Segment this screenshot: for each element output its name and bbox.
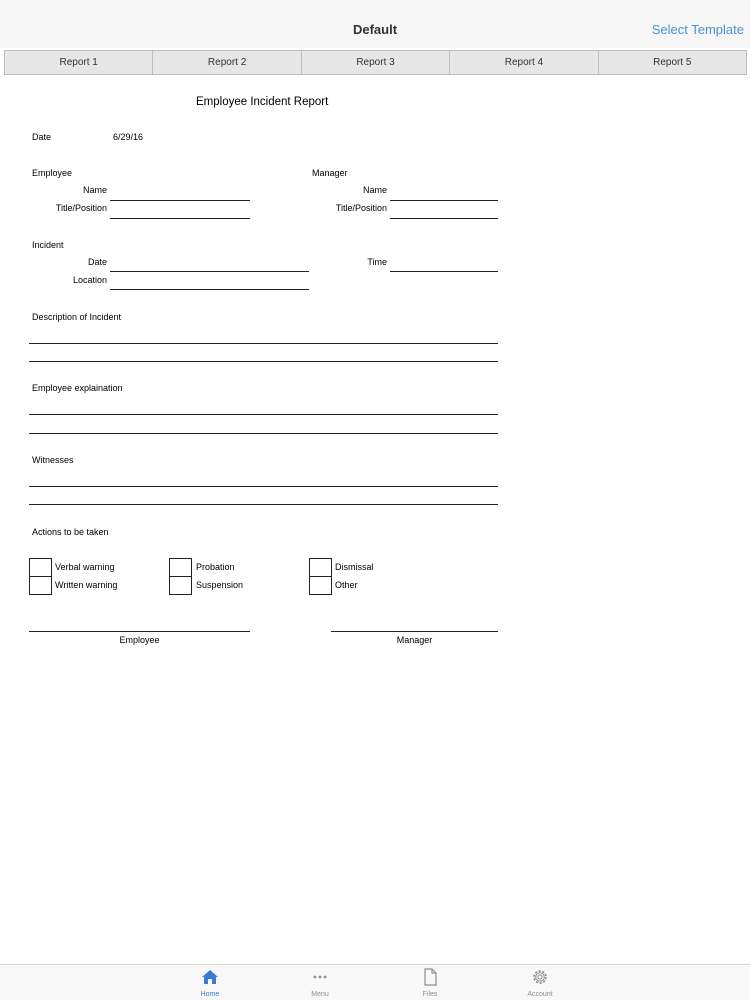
description-line-2[interactable] xyxy=(29,361,498,362)
employee-name-field[interactable] xyxy=(110,200,250,201)
report-tabs xyxy=(4,50,747,75)
verbal-warning-label: Verbal warning xyxy=(55,562,115,572)
bottom-tab-bar xyxy=(0,964,750,1000)
written-warning-checkbox[interactable] xyxy=(29,576,52,595)
tab-report-4[interactable]: Report 4 xyxy=(450,50,598,75)
manager-name-field[interactable] xyxy=(390,200,498,201)
other-label: Other xyxy=(335,580,358,590)
select-template-button[interactable]: Select Template xyxy=(651,22,744,37)
probation-checkbox[interactable] xyxy=(169,558,192,577)
tabbar-menu-label: Menu xyxy=(311,991,329,998)
tab-report-2[interactable]: Report 2 xyxy=(153,50,301,75)
employee-signature-line[interactable] xyxy=(29,631,250,632)
witnesses-line-2[interactable] xyxy=(29,504,498,505)
tabbar-files-label: Files xyxy=(422,991,438,998)
explanation-line-1[interactable] xyxy=(29,414,498,415)
incident-date-label: Date xyxy=(87,257,107,267)
date-value[interactable]: 6/29/16 xyxy=(113,132,144,142)
other-checkbox[interactable] xyxy=(309,576,332,595)
explanation-line-2[interactable] xyxy=(29,433,498,434)
file-icon xyxy=(420,967,440,987)
manager-title-field[interactable] xyxy=(390,218,498,219)
employee-title-label: Title/Position xyxy=(55,203,107,213)
incident-location-label: Location xyxy=(72,275,107,285)
date-label: Date xyxy=(32,132,52,142)
employee-section-label: Employee xyxy=(32,168,73,178)
home-icon xyxy=(200,967,220,987)
more-dots-icon xyxy=(310,967,330,987)
explanation-label: Employee explaination xyxy=(32,383,123,393)
probation-label: Probation xyxy=(196,562,235,572)
tab-report-1[interactable]: Report 1 xyxy=(4,50,153,75)
tabbar-home-label: Home xyxy=(200,991,220,998)
tabbar-account-label: Account xyxy=(527,991,553,998)
verbal-warning-checkbox[interactable] xyxy=(29,558,52,577)
navigation-bar xyxy=(0,0,750,48)
witnesses-label: Witnesses xyxy=(32,455,74,465)
page-title: Default xyxy=(352,22,398,37)
dismissal-label: Dismissal xyxy=(335,562,374,572)
incident-section-label: Incident xyxy=(32,240,64,250)
dismissal-checkbox[interactable] xyxy=(309,558,332,577)
employee-title-field[interactable] xyxy=(110,218,250,219)
employee-name-label: Name xyxy=(82,185,107,195)
manager-section-label: Manager xyxy=(312,168,348,178)
manager-name-label: Name xyxy=(362,185,387,195)
tabbar-menu[interactable] xyxy=(290,967,350,998)
tab-report-5[interactable]: Report 5 xyxy=(599,50,747,75)
incident-report-form xyxy=(0,76,750,964)
written-warning-label: Written warning xyxy=(55,580,118,590)
form-title: Employee Incident Report xyxy=(196,96,329,108)
description-label: Description of Incident xyxy=(32,312,122,322)
manager-title-label: Title/Position xyxy=(335,203,387,213)
tab-report-3[interactable]: Report 3 xyxy=(302,50,450,75)
incident-time-field[interactable] xyxy=(390,271,498,272)
description-line-1[interactable] xyxy=(29,343,498,344)
tabbar-home[interactable] xyxy=(180,967,240,998)
tabbar-account[interactable] xyxy=(510,967,570,998)
witnesses-line-1[interactable] xyxy=(29,486,498,487)
suspension-checkbox[interactable] xyxy=(169,576,192,595)
actions-label: Actions to be taken xyxy=(32,527,109,537)
gear-icon xyxy=(530,967,550,987)
manager-signature-line[interactable] xyxy=(331,631,498,632)
tabbar-files[interactable] xyxy=(400,967,460,998)
employee-signature-label: Employee xyxy=(119,635,160,645)
incident-location-field[interactable] xyxy=(110,289,309,290)
incident-date-field[interactable] xyxy=(110,271,309,272)
incident-time-label: Time xyxy=(367,257,387,267)
suspension-label: Suspension xyxy=(196,580,244,590)
manager-signature-label: Manager xyxy=(396,635,433,645)
